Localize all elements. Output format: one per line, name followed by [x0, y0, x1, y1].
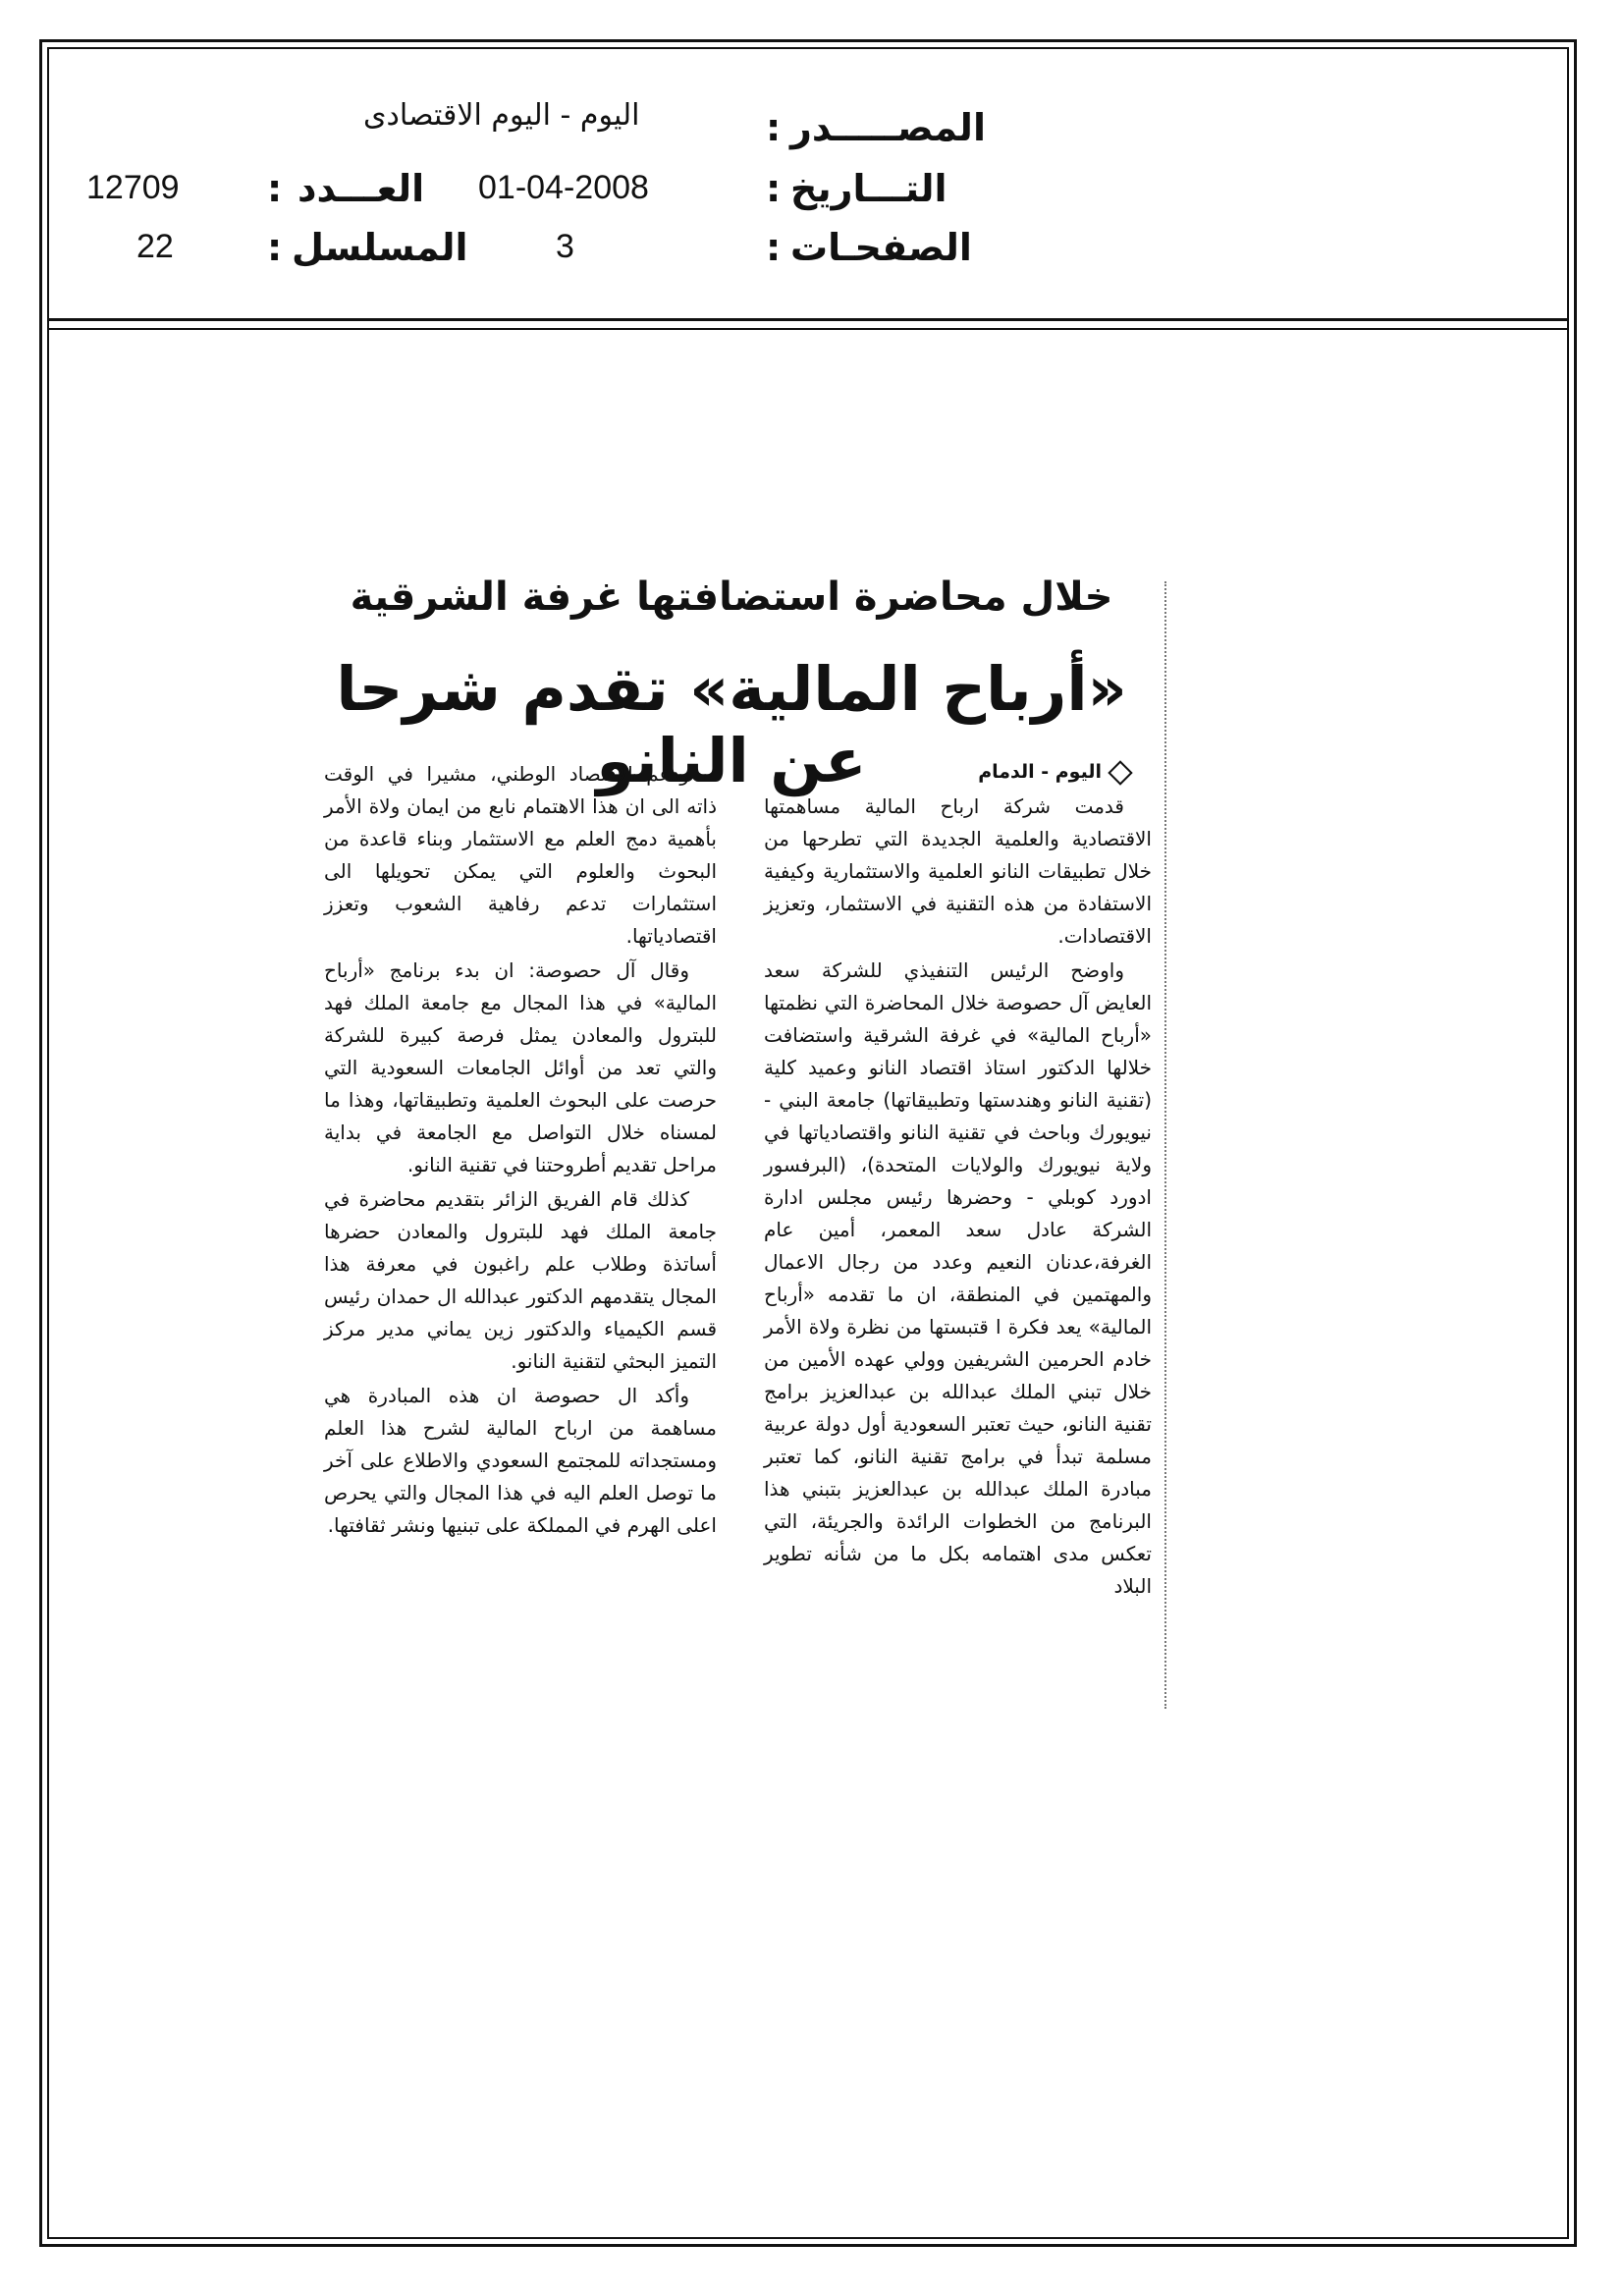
article-column-left [324, 758, 717, 1544]
source-value: اليوم - اليوم الاقتصادى [363, 98, 640, 133]
paragraph: واوضح الرئيس التنفيذي للشركة سعد العايض آل حصوصة خلال المحاضرة التي نظمتها «أرباح المالية» في غرفة الشرقية واستضافت خلالها الدكتور استاذ اقتصاد النانو وعميد كلية (تقنية النانو وهندستها وتطبيقاتها) جامعة البني - نيويورك وباحث في تقنية النانو واقتصادياتها في ولاية نيويورك والولايات المتحدة)، (البرفسور ادورد كوبلي - وحضرها رئيس مجلس ادارة الشركة عادل سعد المعمر، أمين عام الغرفة،عدنان النعيم وعدد من رجال الاعمال والمهتمين في المنطقة، ان ما تقدمه «أرباح المالية» يعد فكرة ا قتبستها من نظرة ولاة الأمر خادم الحرمين الشريفين وولي عهده الأمين من خلال تبني الملك عبدالله بن عبدالعزيز برامج تقنية النانو، حيث تعتبر السعودية أول دولة عربية مسلمة تبدأ في برامج تقنية النانو، كما تعتبر مبادرة الملك عبدالله بن عبدالعزيز بتبني هذا البرنامج من الخطوات الرائدة والجريئة، التي تعكس مدى اهتمامه بكل ما من شأنه تطوير البلاد [764, 958, 1152, 1598]
article-column-right [764, 791, 1152, 1605]
serial-label: المسلسل [292, 226, 468, 269]
article-headline: «أرباح المالية» تقدم شرحا عن النانو [336, 653, 1127, 796]
date-label: التـــاريخ [790, 167, 947, 210]
source-label: المصـــــدر [790, 106, 986, 149]
paragraph: ودعم الاقتصاد الوطني، مشيرا في الوقت ذاته الى ان هذا الاهتمام نابع من ايمان ولاة الأمر بأهمية دمج العلم مع الاستثمار وبناء قاعدة من البحوث والعلوم التي يمكن تحويلها الى استثمارات تدعم رفاهية الشعوب وتعزز اقتصادياتها. [324, 762, 717, 948]
byline-text: اليوم - الدمام [978, 761, 1102, 783]
header-divider-thin [47, 328, 1569, 330]
paragraph: كذلك قام الفريق الزائر بتقديم محاضرة في جامعة الملك فهد للبترول والمعادن حضرها أساتذة وطلاب علم راغبون في معرفة هذا المجال يتقدمهم الدكتور عبدالله ال حمدان رئيس قسم الكيمياء والدكتور زين يماني مدير مركز التميز البحثي لتقنية النانو. [324, 1187, 717, 1373]
issue-value: 12709 [86, 169, 180, 206]
paragraph: وقال آل حصوصة: ان بدء برنامج «أرباح المالية» في هذا المجال مع جامعة الملك فهد للبترول والمعادن يمثل فرصة كبيرة للشركة والتي تعد من أوائل الجامعات السعودية التي حرصت على البحوث العلمية وتطبيقاتها، وهذا ما لمسناه خلال التواصل مع الجامعة في بداية مراحل تقديم أطروحتنا في تقنية النانو. [324, 958, 717, 1176]
issue-colon: : [267, 167, 283, 210]
header-divider [47, 318, 1569, 321]
date-colon: : [766, 167, 782, 210]
source-colon: : [766, 106, 782, 149]
serial-value: 22 [136, 228, 174, 265]
pages-value: 3 [556, 228, 574, 265]
pages-colon: : [766, 226, 782, 269]
diamond-icon [1108, 760, 1132, 785]
date-value: 01-04-2008 [478, 169, 649, 206]
pages-label: الصفحـات [790, 226, 972, 269]
clipping-edge [1164, 581, 1166, 1709]
paragraph: وأكد ال حصوصة ان هذه المبادرة هي مساهمة من ارباح المالية لشرح هذا العلم ومستجداته للمجتمع السعودي والاطلاع على آخر ما توصل العلم اليه في هذا المجال والتي يحرص اعلى الهرم في المملكة على تبنيها ونشر ثقافتها. [324, 1384, 717, 1537]
article-byline [864, 761, 1129, 783]
paragraph: قدمت شركة ارباح المالية مساهمتها الاقتصادية والعلمية الجديدة التي تطرحها من خلال تطبيقات النانو العلمية والاستثمارية وكيفية الاستفادة من هذه التقنية في الاستثمار، وتعزيز الاقتصادات. [764, 794, 1152, 948]
issue-label: العـــدد [298, 167, 425, 210]
serial-colon: : [267, 226, 283, 269]
article-kicker: خلال محاضرة استضافتها غرفة الشرقية [350, 574, 1113, 620]
